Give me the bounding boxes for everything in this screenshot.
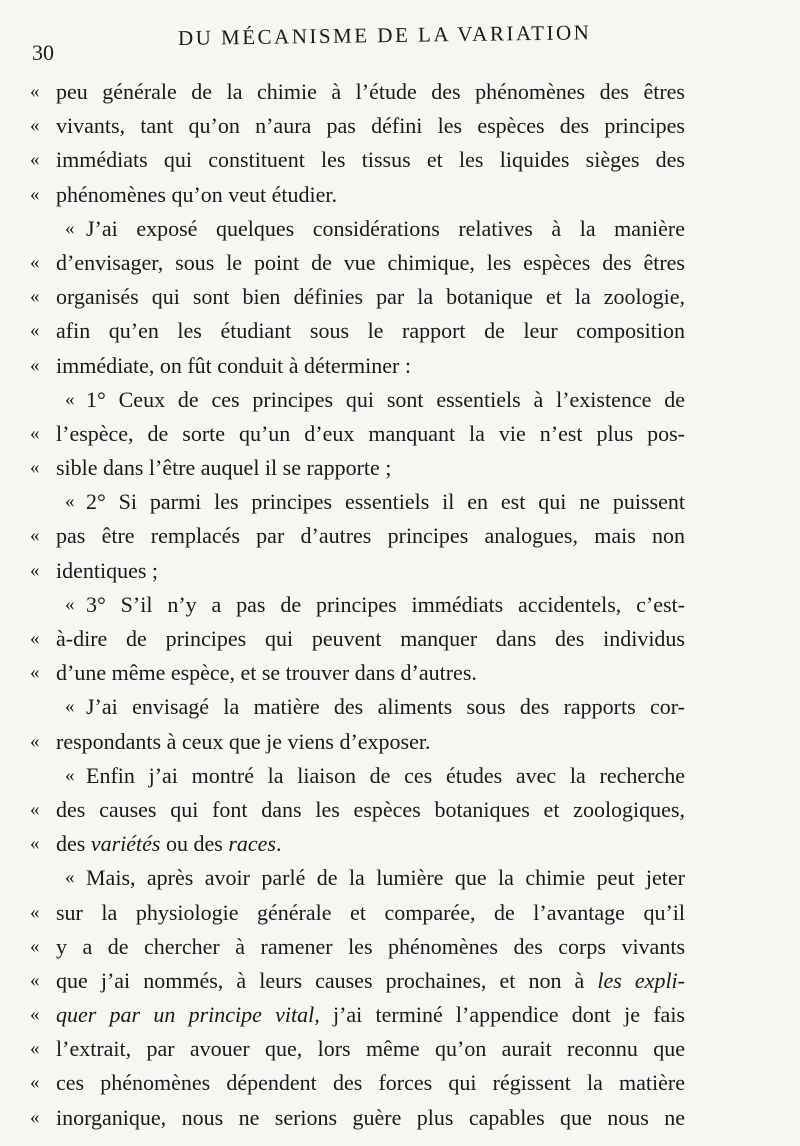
quote-mark: « (30, 457, 40, 479)
text-line (30, 246, 685, 280)
running-head: DU MÉCANISME DE LA VARIATION (177, 20, 592, 50)
line-text: phénomènes qu’on veut étudier. (56, 181, 338, 207)
line-text: d’une même espèce, et se trouver dans d’autres. (56, 660, 477, 686)
text-line (30, 280, 685, 314)
quote-mark: « (30, 286, 40, 308)
text-segment: que j’ai nommés, à leurs causes prochaines, et non à (56, 967, 598, 993)
page-number: 30 (32, 40, 54, 65)
line-text: sur la physiologie générale et comparée, de l’avantage qu’il (56, 899, 685, 925)
text-segment: j’ai terminé l’appendice dont je fais (319, 1002, 685, 1028)
text-line (30, 417, 685, 451)
line-text: ces phénomènes dépendent des forces qui régissent la matière (56, 1070, 685, 1096)
quote-mark: « (65, 217, 75, 239)
quote-mark: « (30, 935, 40, 957)
text-line (30, 827, 685, 861)
text-line (30, 964, 685, 998)
quote-mark: « (30, 1004, 40, 1026)
page-header (30, 20, 770, 66)
quote-mark: « (30, 1038, 40, 1060)
line-text (56, 964, 685, 998)
quote-mark: « (30, 422, 40, 444)
line-text: sible dans l’être auquel il se rapporte ; (56, 455, 392, 481)
line-text: y a de chercher à ramener les phénomènes des corps vivants (56, 933, 685, 959)
text-segment: ou des (160, 831, 229, 857)
text-line (30, 622, 685, 656)
italic-text: quer par un principe vital, (56, 1002, 320, 1028)
line-text: afin qu’en les étudiant sous le rapport de leur composition (56, 318, 685, 344)
quote-mark: « (65, 491, 75, 513)
quote-mark: « (65, 867, 75, 889)
line-text: l’espèce, de sorte qu’un d’eux manquant la vie n’est plus pos- (56, 420, 685, 446)
text-line (30, 451, 685, 485)
text-line (30, 349, 685, 383)
line-text: 2° Si parmi les principes essentiels il en est qui ne puissent (86, 489, 685, 515)
quote-mark: « (30, 730, 40, 752)
quote-mark: « (30, 798, 40, 820)
quote-mark: « (30, 354, 40, 376)
quote-mark: « (30, 525, 40, 547)
text-line (30, 75, 685, 109)
text-line (30, 212, 685, 246)
quote-mark: « (30, 628, 40, 649)
text-segment: . (275, 831, 282, 857)
quote-mark: « (30, 662, 40, 684)
italic-text: les expli- (597, 967, 685, 993)
text-line (30, 178, 685, 212)
quote-mark: « (30, 901, 40, 923)
quote-mark: « (65, 388, 75, 410)
text-line (30, 861, 685, 895)
text-line (30, 656, 685, 690)
line-text: respondants à ceux que je viens d’exposer. (56, 728, 431, 754)
text-line (30, 554, 685, 588)
quote-mark: « (30, 81, 40, 102)
text-line (30, 793, 685, 827)
line-text: pas être remplacés par d’autres principes analogues, mais non (56, 523, 685, 549)
text-line (30, 998, 685, 1032)
quote-mark: « (30, 251, 40, 273)
line-text: organisés qui sont bien définies par la botanique et la zoologie, (56, 284, 685, 310)
text-line (30, 383, 685, 417)
text-line (30, 1032, 685, 1066)
text-line (30, 930, 685, 964)
line-text: d’envisager, sous le point de vue chimique, les espèces des êtres (56, 249, 685, 275)
quote-mark: « (65, 696, 75, 718)
text-line (30, 143, 685, 177)
line-text (56, 998, 685, 1032)
text-line (30, 109, 685, 143)
text-line (30, 1066, 685, 1100)
text-line (30, 690, 685, 724)
line-text: 3° S’il n’y a pas de principes immédiats accidentels, c’est- (86, 591, 685, 617)
quote-mark: « (65, 593, 75, 615)
quote-mark: « (30, 1072, 40, 1094)
line-text: identiques ; (56, 557, 159, 583)
body-text (30, 75, 685, 1135)
line-text: J’ai envisagé la matière des aliments sous des rapports cor- (86, 694, 685, 720)
text-line (30, 896, 685, 930)
line-text: Enfin j’ai montré la liaison de ces études avec la recherche (86, 762, 685, 788)
line-text: J’ai exposé quelques considérations relatives à la manière (86, 215, 685, 241)
text-line (30, 314, 685, 348)
quote-mark: « (30, 969, 40, 991)
quote-mark: « (30, 149, 40, 171)
italic-text: races (228, 831, 276, 857)
text-line (30, 759, 685, 793)
line-text: 1° Ceux de ces principes qui sont essentiels à l’existence de (86, 386, 685, 412)
line-text: inorganique, nous ne serions guère plus capables que nous ne (56, 1104, 685, 1130)
quote-mark: « (30, 320, 40, 342)
quote-mark: « (30, 115, 40, 137)
quote-mark: « (30, 1106, 40, 1128)
quote-mark: « (30, 559, 40, 581)
text-segment: des (56, 831, 91, 857)
text-line (30, 725, 685, 759)
text-line (30, 588, 685, 622)
line-text: immédiate, on fût conduit à déterminer : (56, 352, 411, 378)
line-text: vivants, tant qu’on n’aura pas défini les espèces des principes (56, 113, 685, 139)
line-text: l’extrait, par avouer que, lors même qu’on aurait reconnu que (56, 1036, 685, 1062)
text-line (30, 485, 685, 519)
text-line (30, 1101, 685, 1135)
text-line (30, 519, 685, 553)
quote-mark: « (65, 764, 75, 786)
italic-text: variétés (90, 831, 161, 857)
line-text: des causes qui font dans les espèces botaniques et zoologiques, (56, 796, 685, 822)
line-text (56, 827, 685, 861)
line-text: peu générale de la chimie à l’étude des phénomènes des êtres (56, 79, 685, 104)
line-text: à-dire de principes qui peuvent manquer dans des individus (56, 626, 685, 651)
line-text: Mais, après avoir parlé de la lumière que la chimie peut jeter (86, 865, 685, 891)
quote-mark: « (30, 833, 40, 855)
line-text: immédiats qui constituent les tissus et les liquides sièges des (56, 147, 685, 173)
quote-mark: « (30, 183, 40, 205)
